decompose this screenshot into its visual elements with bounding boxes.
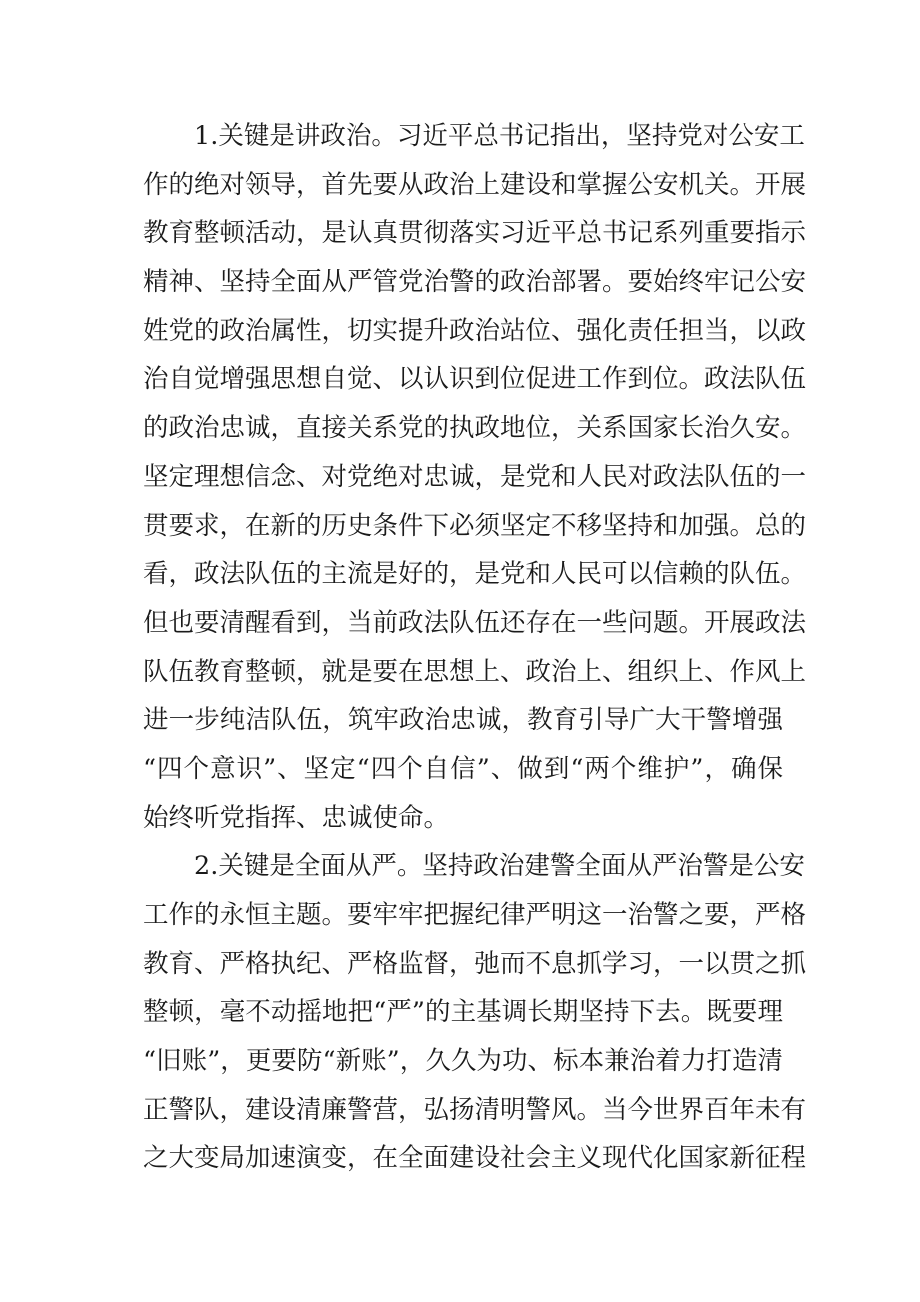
paragraph-2 <box>143 842 807 1183</box>
paragraph-1 <box>143 112 807 842</box>
paragraph-line: 教育、严格执纪、严格监督，弛而不息抓学习，一以贯之抓 <box>143 948 807 979</box>
paragraph-line: “旧账”，更要防“新账”，久久为功、标本兼治着力打造清 <box>143 1046 783 1077</box>
paragraph-line: 姓党的政治属性，切实提升政治站位、强化责任担当，以政 <box>143 315 807 346</box>
paragraph-line: “四个意识”、坚定“四个自信”、做到“两个维护”，确保 <box>143 753 783 784</box>
paragraph-line: 但也要清醒看到，当前政法队伍还存在一些问题。开展政法 <box>143 607 807 638</box>
paragraph-line: 始终听党指挥、忠诚使命。 <box>143 802 450 833</box>
paragraph-line: 整顿，毫不动摇地把“严”的主基调长期坚持下去。既要理 <box>143 997 783 1028</box>
paragraph-line: 贯要求，在新的历史条件下必须坚定不移坚持和加强。总的 <box>143 510 807 541</box>
paragraph-line: 精神、坚持全面从严管党治警的政治部署。要始终牢记公安 <box>143 267 807 298</box>
paragraph-line: 看，政法队伍的主流是好的，是党和人民可以信赖的队伍。 <box>143 559 807 590</box>
paragraph-line: 工作的永恒主题。要牢牢把握纪律严明这一治警之要，严格 <box>143 900 807 930</box>
paragraph-line: 教育整顿活动，是认真贯彻落实习近平总书记系列重要指示 <box>143 218 807 249</box>
paragraph-line: 之大变局加速演变，在全面建设社会主义现代化国家新征程 <box>143 1143 807 1174</box>
document-body <box>143 112 807 1183</box>
paragraph-line: 1.关键是讲政治。习近平总书记指出，坚持党对公安工 <box>194 121 805 151</box>
paragraph-line: 坚定理想信念、对党绝对忠诚，是党和人民对政法队伍的一 <box>143 461 807 492</box>
paragraph-line: 进一步纯洁队伍，筑牢政治忠诚，教育引导广大干警增强 <box>143 705 783 736</box>
paragraph-line: 队伍教育整顿，就是要在思想上、政治上、组织上、作风上 <box>143 656 807 687</box>
paragraph-line: 作的绝对领导，首先要从政治上建设和掌握公安机关。开展 <box>143 169 807 200</box>
paragraph-line: 治自觉增强思想自觉、以认识到位促进工作到位。政法队伍 <box>143 364 807 395</box>
paragraph-line: 正警队，建设清廉警营，弘扬清明警风。当今世界百年未有 <box>143 1094 807 1125</box>
paragraph-line: 的政治忠诚，直接关系党的执政地位，关系国家长治久安。 <box>143 413 807 444</box>
paragraph-line: 2.关键是全面从严。坚持政治建警全面从严治警是公安 <box>194 851 805 882</box>
